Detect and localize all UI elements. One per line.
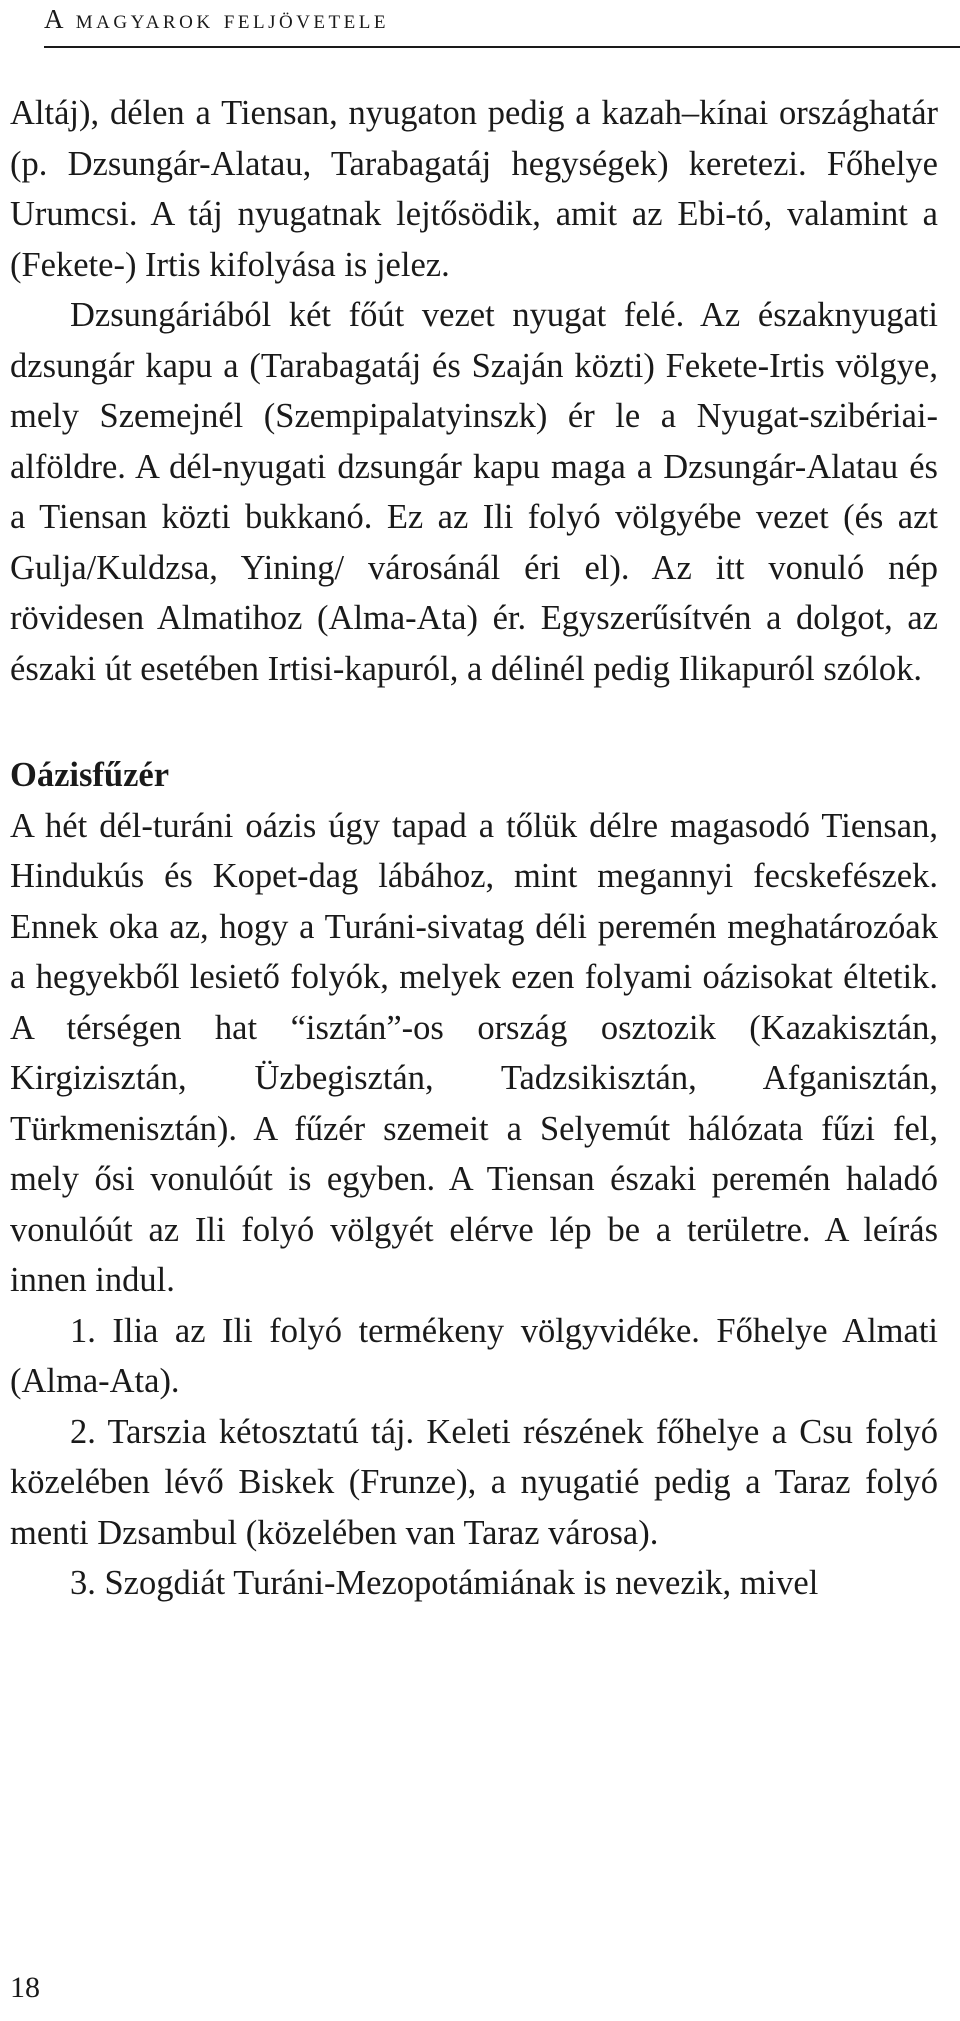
- paragraph: Altáj), délen a Tiensan, nyugaton pedig a kazah–kínai országhatár (p. Dzsungár-Alatau, Tarabagatáj hegységek) keretezi. Főhelye Urumcsi. A táj nyugatnak lejtősödik, amit az Ebi-tó, valamint a (Fekete-) Irtis kifolyása is jelez.: [10, 94, 938, 284]
- list-item: 3. Szogdiát Turáni-Mezopotámiának is nevezik, mivel: [70, 1564, 819, 1602]
- header-rule: [44, 46, 960, 48]
- body-text: [10, 88, 938, 1609]
- running-head: A magyarok feljövetele: [44, 4, 389, 34]
- paragraph: A hét dél-turáni oázis úgy tapad a tőlük délre magasodó Tiensan, Hindukús és Kopet-dag lábához, mint megannyi fecskefészek. Ennek oka az, hogy a Turáni-sivatag déli peremén meghatározóak a hegyekből lesiető folyók, melyek ezen folyami oázisokat éltetik. A térségen hat “isztán”-os ország osztozik (Kazakisztán, Kirgizisztán, Üzbegisztán, Tadzsikisztán, Afganisztán, Türkmenisztán). A fűzér szemeit a Selyemút hálózata fűzi fel, mely ősi vonulóút is egyben. A Tiensan északi peremén haladó vonulóút az Ili folyó völgyét elérve lép be a területre. A leírás innen indul.: [10, 806, 938, 1299]
- list-item: 2. Tarszia kétosztatú táj. Keleti részének főhelye a Csu folyó közelében lévő Biskek (Frunze), a nyugatié pedig a Taraz folyó menti Dzsambul (közelében van Taraz városa).: [10, 1412, 938, 1552]
- page-number: 18: [10, 1971, 40, 2004]
- list-item: 1. Ilia az Ili folyó termékeny völgyvidéke. Főhelye Almati (Alma-Ata).: [10, 1311, 938, 1400]
- paragraph: Dzsungáriából két főút vezet nyugat felé. Az északnyugati dzsungár kapu a (Tarabagatáj és Szaján közti) Fekete-Irtis völgye, mely Szemejnél (Szempipalatyinszk) ér le a Nyugat-szibériai-alföldre. A dél-nyugati dzsungár kapu maga a Dzsungár-Alatau és a Tiensan közti bukkanó. Ez az Ili folyó völgyébe vezet (és azt Gulja/Kuldzsa, Yining/ városánál éri el). Az itt vonuló nép rövidesen Almatihoz (Alma-Ata) ér. Egyszerűsítvén a dolgot, az északi út esetében Irtisi-kapuról, a délinél pedig Ilikapuról szólok.: [10, 296, 938, 688]
- section-heading: Oázisfűzér: [10, 756, 170, 794]
